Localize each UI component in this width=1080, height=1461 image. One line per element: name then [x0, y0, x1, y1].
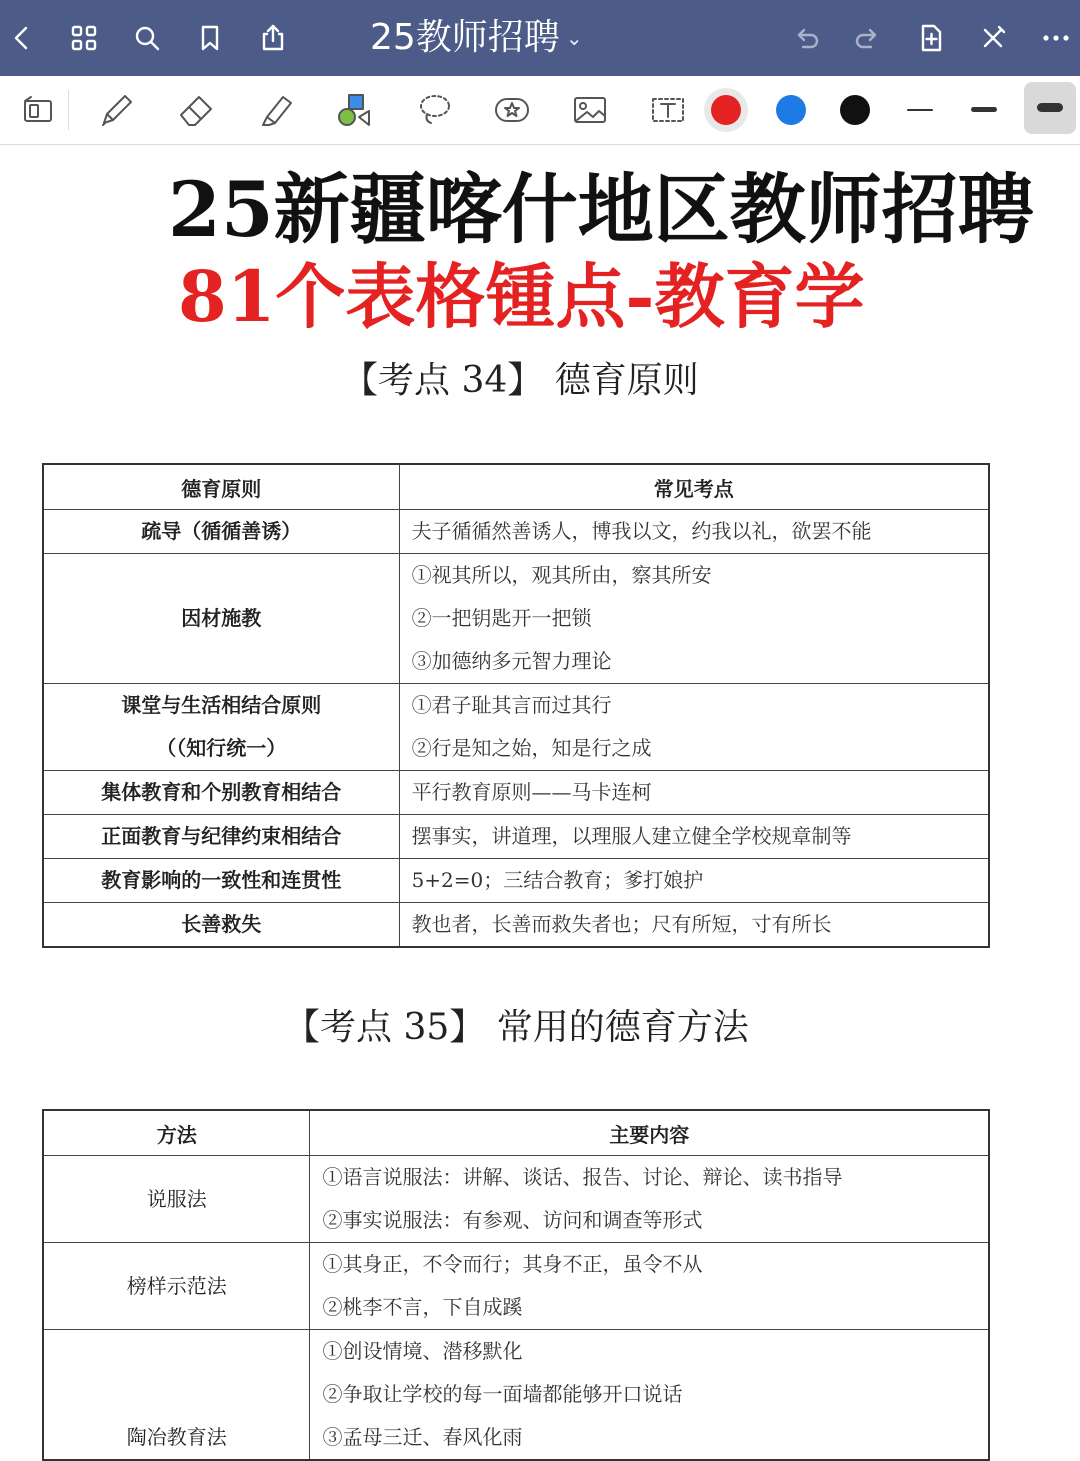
table-row [43, 510, 989, 554]
point-cell: ②行是知之始，知是行之成 [411, 736, 652, 760]
search-icon[interactable] [127, 18, 167, 58]
table-header-row [43, 1110, 989, 1156]
table-moral-principles [42, 463, 990, 948]
content-cell: ②桃李不言，下自成蹊 [322, 1295, 523, 1319]
section-35-heading: 【考点 35】 常用的德育方法 [284, 1007, 749, 1048]
column-header: 常见考点 [399, 464, 989, 510]
content-cell: ②争取让学校的每一面墙都能够开口说话 [322, 1382, 683, 1406]
stroke-thick-option[interactable] [1024, 82, 1076, 134]
table-row [43, 903, 989, 948]
stroke-thin-option[interactable] [907, 109, 933, 111]
image-icon[interactable] [566, 88, 614, 132]
content-cell: ①创设情境、潜移默化 [322, 1339, 523, 1363]
point-cell: ③加德纳多元智力理论 [411, 649, 612, 673]
method-cell: 榜样示范法 [126, 1273, 227, 1298]
table-row [43, 554, 989, 684]
doc-title-line2: 81个表格锺点-教育学 [178, 255, 865, 338]
grid-view-icon[interactable] [64, 18, 104, 58]
sticker-icon[interactable] [488, 88, 536, 132]
principle-cell: 长善救失 [181, 912, 262, 936]
principle-cell: 教育影响的一致性和连贯性 [101, 868, 342, 892]
table-row [43, 1330, 989, 1461]
back-icon[interactable] [2, 18, 42, 58]
table-row [43, 1243, 989, 1330]
color-blue-swatch[interactable] [776, 95, 806, 125]
stroke-thick-bar [1037, 103, 1063, 112]
stroke-medium-option[interactable] [971, 107, 997, 112]
close-toolbar-icon[interactable] [973, 18, 1013, 58]
method-cell: 说服法 [146, 1186, 207, 1211]
add-page-icon[interactable] [911, 18, 951, 58]
doc-title-line1: 25新疆喀什地区教师招聘 [168, 165, 1034, 254]
content-cell: ③孟母三迁、春风化雨 [322, 1425, 523, 1449]
document-page [0, 145, 1080, 1449]
point-cell: 平行教育原则——马卡连柯 [411, 780, 652, 804]
column-header: 德育原则 [43, 464, 399, 510]
lasso-icon[interactable] [410, 88, 458, 132]
column-header: 主要内容 [310, 1110, 989, 1156]
more-options-icon[interactable] [1036, 18, 1076, 58]
point-cell: 摆事实，讲道理，以理服人建立健全学校规章制等 [411, 824, 852, 848]
point-cell: ①君子耻其言而过其行 [411, 693, 612, 717]
point-cell: ①视其所以，观其所由，察其所安 [411, 563, 712, 587]
column-header: 方法 [43, 1110, 310, 1156]
bookmark-icon[interactable] [190, 18, 230, 58]
section-34-heading: 【考点 34】 德育原则 [342, 360, 699, 401]
principle-cell: 课堂与生活相结合原则 [121, 693, 322, 717]
top-nav-bar [0, 0, 1080, 76]
point-cell: ②一把钥匙开一把锁 [411, 606, 592, 630]
principle-cell: 集体教育和个别教育相结合 [101, 780, 342, 804]
document-title-text: 25教师招聘 [370, 17, 560, 58]
toolbar-divider [68, 90, 69, 130]
principle-cell: （（知行统一） [156, 736, 287, 760]
undo-icon[interactable] [786, 18, 826, 58]
redo-icon[interactable] [848, 18, 888, 58]
content-cell: ②事实说服法：有参观、访问和调查等形式 [322, 1208, 703, 1232]
table-row [43, 684, 989, 771]
highlighter-icon[interactable] [252, 88, 300, 132]
principle-cell: 疏导（循循善诱） [141, 519, 302, 543]
table-moral-methods [42, 1109, 990, 1461]
point-cell: 5+2=0；三结合教育；爹打娘护 [411, 868, 704, 892]
table-row [43, 815, 989, 859]
point-cell: 教也者，长善而救失者也；尺有所短，寸有所长 [411, 912, 832, 936]
share-icon[interactable] [253, 18, 293, 58]
point-cell: 夫子循循然善诱人，博我以文，约我以礼，欲罢不能 [411, 519, 872, 543]
color-red-swatch[interactable] [711, 95, 741, 125]
table-row [43, 1156, 989, 1243]
shapes-icon[interactable] [330, 88, 378, 132]
content-cell: ①语言说服法：讲解、谈话、报告、讨论、辩论、读书指导 [322, 1165, 843, 1189]
table-row [43, 771, 989, 815]
principle-cell: 因材施教 [181, 606, 262, 630]
table-row [43, 859, 989, 903]
read-mode-icon[interactable] [14, 88, 62, 132]
pen-icon[interactable] [92, 88, 140, 132]
principle-cell: 正面教育与纪律约束相结合 [101, 824, 342, 848]
text-box-icon[interactable] [644, 88, 692, 132]
chevron-down-icon: ⌄ [565, 26, 583, 50]
table-header-row [43, 464, 989, 510]
document-title[interactable] [370, 14, 583, 62]
content-cell: ①其身正，不令而行；其身不正，虽令不从 [322, 1252, 703, 1276]
annotation-toolbar [0, 76, 1080, 145]
method-cell: 陶冶教育法 [126, 1425, 227, 1449]
color-black-swatch[interactable] [840, 95, 870, 125]
eraser-icon[interactable] [172, 88, 220, 132]
